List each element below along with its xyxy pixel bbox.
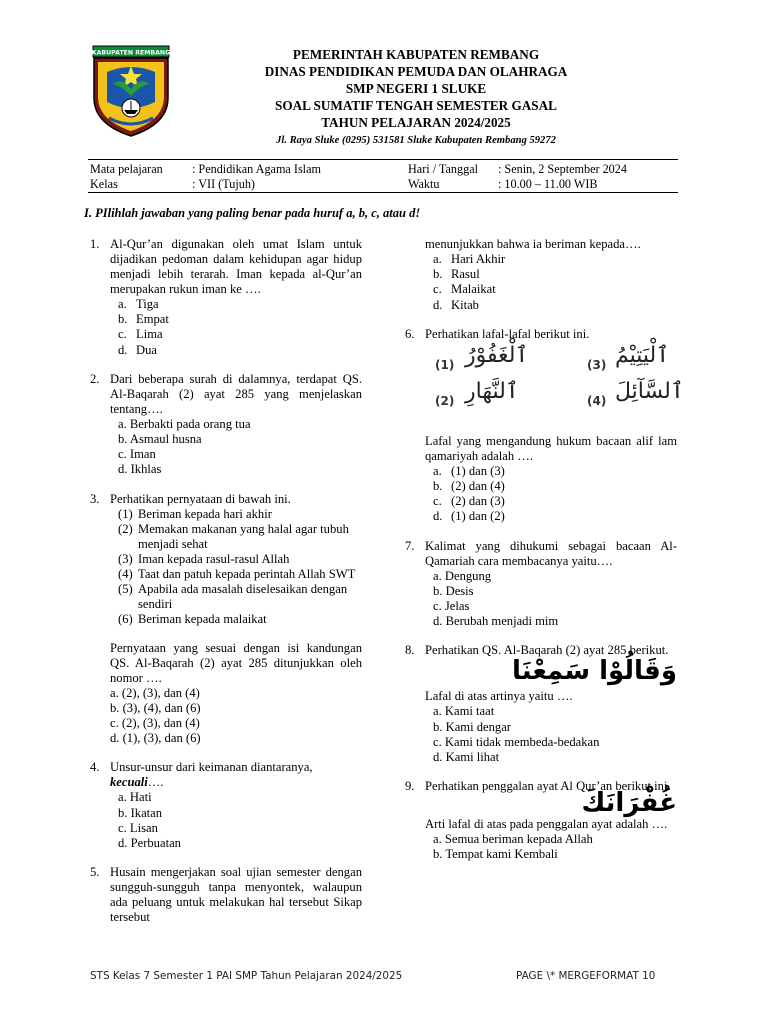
arabic-lafal: ٱلْيَتِيْمُ <box>615 342 670 368</box>
answer-option: a. Berbakti pada orang tua <box>118 416 251 431</box>
header-line-department: DINAS PENDIDIKAN PEMUDA DAN OLAHRAGA <box>264 64 568 79</box>
header-line-government: PEMERINTAH KABUPATEN REMBANG <box>292 47 540 62</box>
arabic-lafal-figure <box>425 342 684 422</box>
question-text: Al-Qur’an digunakan oleh umat Islam untuk dijadikan pedoman dalam kehidupan agar hidup menjadi lebih terarah. Iman kepada al-Qur’an merupakan rukun iman ke …. <box>110 237 362 296</box>
question-number: 9. <box>405 779 415 794</box>
header-line-school: SMP NEGERI 1 SLUKE <box>345 81 487 96</box>
subject-label: Mata pelajaran <box>90 162 163 176</box>
answer-option: d. (1) dan (2) <box>433 509 505 524</box>
arabic-verse: غُفْرَانَكَ <box>581 788 677 819</box>
school-address: Jl. Raya Sluke (0295) 531581 Sluke Kabupaten Rembang 59272 <box>276 135 556 146</box>
arabic-lafal: ٱلنَّهَارِ <box>465 378 519 404</box>
question-text: Dari beberapa surah di dalamnya, terdapat QS. Al-Baqarah (2) ayat 285 yang menjelaskan tentang…. <box>110 371 362 416</box>
question-text: Lafal yang mengandung hukum bacaan alif lam qamariyah adalah …. <box>425 433 677 463</box>
answer-option: a. (2), (3), dan (4) <box>110 685 200 700</box>
question-number: 5. <box>90 865 100 880</box>
arabic-lafal: ٱلسَّآئِلَ <box>615 378 684 404</box>
question-7 <box>405 539 677 630</box>
question-number: 4. <box>90 760 100 775</box>
questions-left-column <box>90 237 362 939</box>
question-number: 8. <box>405 643 415 658</box>
answer-option: b. Desis <box>433 583 474 598</box>
answer-option: c. Iman <box>118 447 156 462</box>
question-text: Arti lafal di atas pada penggalan ayat adalah …. <box>425 817 668 832</box>
answer-option: b. Rasul <box>433 267 480 282</box>
answer-option: d. Dua <box>118 342 157 357</box>
answer-option: c. Malaikat <box>433 282 496 297</box>
section-instructions: I. PIlihlah jawaban yang paling benar pada huruf a, b, c, atau d! <box>84 206 421 220</box>
answer-option: d. Berubah menjadi mim <box>433 614 559 629</box>
lafal-number: (3) <box>587 357 607 372</box>
lafal-number: (1) <box>435 357 455 372</box>
answer-option: b. Kami dengar <box>433 719 511 734</box>
time-value: : 10.00 – 11.00 WIB <box>498 176 598 191</box>
question-text-continuation: menunjukkan bahwa ia beriman kepada…. <box>425 237 641 251</box>
day-label: Hari / Tanggal <box>408 162 478 176</box>
answer-option: a. Kami taat <box>433 704 495 719</box>
answer-option: d. Kitab <box>433 297 479 312</box>
subject-value: : Pendidikan Agama Islam <box>192 162 321 176</box>
page-footer-title: STS Kelas 7 Semester 1 PAI SMP Tahun Pelajaran 2024/2025 <box>90 970 403 982</box>
question-number: 2. <box>90 371 100 386</box>
lafal-number: (2) <box>435 393 455 408</box>
question-6 <box>405 326 684 525</box>
question-text: Lafal di atas artinya yaitu …. <box>425 689 573 704</box>
question-text: Perhatikan QS. Al-Baqarah (2) ayat 285 berikut. <box>425 643 669 658</box>
letterhead <box>180 46 652 146</box>
answer-option: b. Ikatan <box>118 805 163 820</box>
answer-option: c. Kami tidak membeda-bedakan <box>433 734 600 749</box>
exam-info-table <box>88 159 678 193</box>
statement-item: (4) Taat dan patuh kepada perintah Allah SWT <box>118 566 356 581</box>
answer-option: d. Ikhlas <box>118 462 162 477</box>
answer-option: b. (2) dan (4) <box>433 479 505 494</box>
answer-option: a. Dengung <box>433 568 492 583</box>
question-1 <box>90 237 362 358</box>
page-footer-number: PAGE \* MERGEFORMAT 10 <box>516 970 656 982</box>
emblem-label: KABUPATEN REMBANG <box>91 49 171 57</box>
question-number: 6. <box>405 326 415 341</box>
question-8 <box>405 643 677 765</box>
answer-option: d. (1), (3), dan (6) <box>110 731 201 746</box>
answer-option: b. Asmaul husna <box>118 432 202 447</box>
question-text: Perhatikan penggalan ayat Al Qur’an berikut ini <box>425 779 668 794</box>
question-4 <box>90 760 362 851</box>
answer-option: c. (2), (3), dan (4) <box>110 716 200 731</box>
statement-item: (5) Apabila ada masalah diselesaikan dengan sendiri <box>118 581 348 611</box>
answer-option: c. Jelas <box>433 599 470 614</box>
question-number: 3. <box>90 491 100 506</box>
header-line-year: TAHUN PELAJARAN 2024/2025 <box>321 115 511 130</box>
answer-option: b. Tempat kami Kembali <box>433 847 558 862</box>
question-text: Unsur-unsur dari keimanan diantaranya, kecuali…. <box>110 760 313 790</box>
time-label: Waktu <box>408 176 440 191</box>
statement-item: (1) Beriman kepada hari akhir <box>118 506 272 521</box>
question-text: Perhatikan lafal-lafal berikut ini. <box>425 326 590 341</box>
answer-option: a. Semua beriman kepada Allah <box>433 832 593 847</box>
question-5 <box>90 865 362 925</box>
question-text: Pernyataan yang sesuai dengan isi kandungan QS. Al-Baqarah (2) ayat 285 ditunjukkan oleh nomor …. <box>110 640 362 685</box>
answer-option: a. (1) dan (3) <box>433 463 505 478</box>
answer-option: a. Hari Akhir <box>433 252 506 266</box>
emphasis-word: kecuali <box>110 775 148 790</box>
question-9 <box>405 779 677 862</box>
class-label: Kelas <box>90 176 118 191</box>
header-line-exam: SOAL SUMATIF TENGAH SEMESTER GASAL <box>275 98 557 113</box>
kabupaten-rembang-emblem <box>91 44 171 138</box>
question-number: 7. <box>405 538 415 553</box>
question-2 <box>90 372 362 478</box>
answer-option: c. Lisan <box>118 820 158 835</box>
statement-item: (3) Iman kepada rasul-rasul Allah <box>118 551 290 566</box>
question-number: 1. <box>90 237 100 251</box>
answer-option: d. Kami lihat <box>433 750 500 765</box>
answer-option: b. (3), (4), dan (6) <box>110 700 201 715</box>
answer-option: b. Empat <box>118 312 169 327</box>
answer-option: c. Lima <box>118 327 163 342</box>
day-value: : Senin, 2 September 2024 <box>498 162 627 176</box>
question-text: Kalimat yang dihukumi sebagai bacaan Al-Qamariah cara membacanya yaitu…. <box>425 538 677 568</box>
answer-option: a. Hati <box>118 790 152 805</box>
arabic-lafal: ٱلْغَفُوْرُ <box>465 342 529 368</box>
answer-option: d. Perbuatan <box>118 836 181 851</box>
answer-option: a. Tiga <box>118 297 159 311</box>
question-3 <box>90 492 362 747</box>
questions-right-column <box>405 237 684 877</box>
question-text: Husain mengerjakan soal ujian semester dengan sungguh-sungguh tanpa menyontek, walaupun ada peluang untuk melakukan hal tersebut Sikap tersebut <box>110 865 362 925</box>
statement-item: (2) Memakan makanan yang halal agar tubuh menjadi sehat <box>118 521 349 551</box>
answer-option: c. (2) dan (3) <box>433 494 505 509</box>
question-intro: Perhatikan pernyataan di bawah ini. <box>110 491 291 506</box>
lafal-number: (4) <box>587 393 607 408</box>
arabic-verse: وَقَالُوْا سَمِعْنَا <box>511 656 677 687</box>
question-5-continued <box>405 237 677 313</box>
statement-item: (6) Beriman kepada malaikat <box>118 611 267 626</box>
class-value: : VII (Tujuh) <box>192 176 255 191</box>
